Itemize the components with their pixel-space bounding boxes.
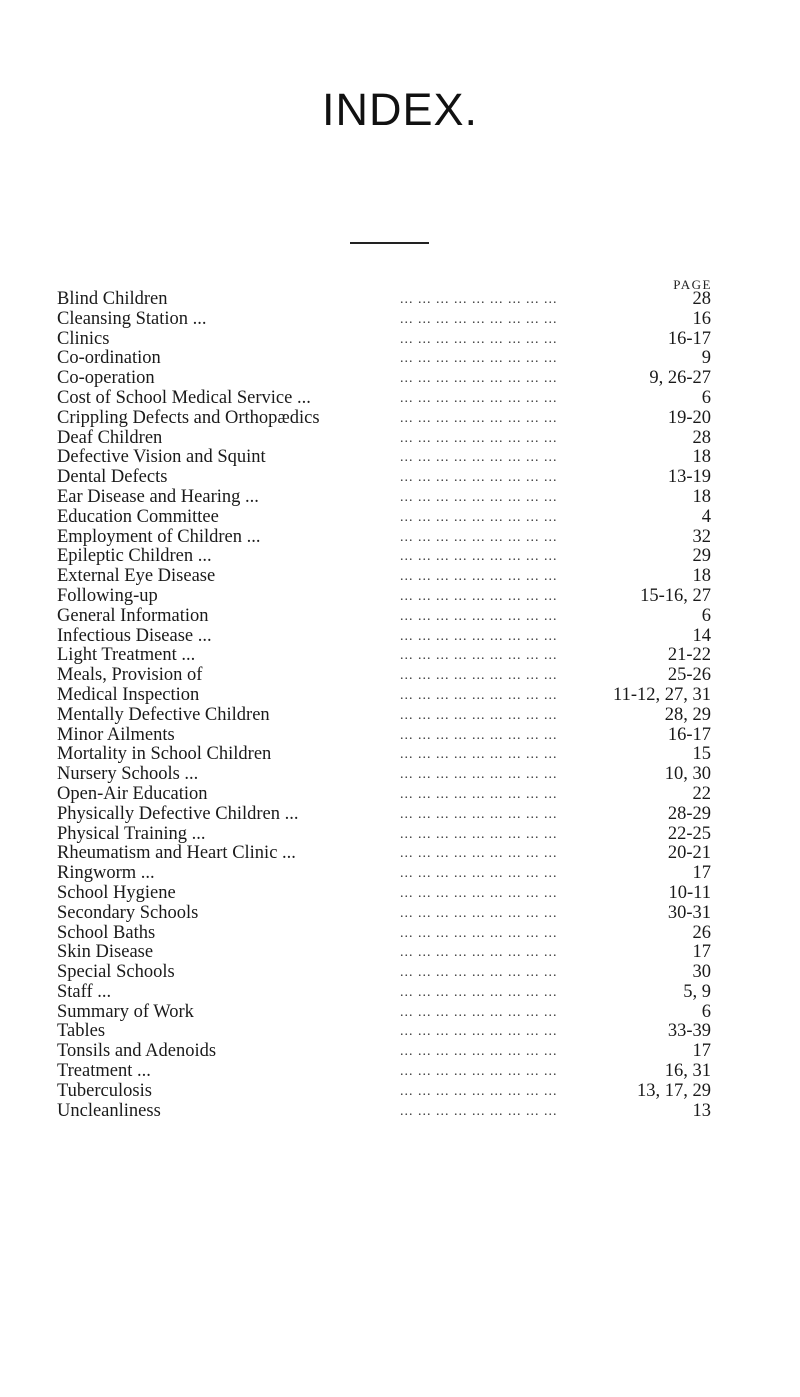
index-entry	[0, 508, 800, 528]
index-term: Defective Vision and Squint	[57, 447, 266, 468]
dot-leaders: ... ... ... ... ... ... ... ... ...	[400, 569, 558, 585]
index-page-ref: 30-31	[667, 902, 711, 923]
index-page-ref: 28	[692, 289, 711, 309]
index-page-ref: 30	[692, 962, 711, 983]
index-term: School Hygiene	[57, 882, 176, 903]
index-entry	[0, 1062, 800, 1082]
index-page-ref: 21-22	[667, 645, 711, 666]
index-term: Co-operation	[57, 368, 155, 389]
index-term: Light Treatment ...	[57, 645, 196, 666]
dot-leaders: ... ... ... ... ... ... ... ... ...	[400, 410, 558, 426]
dot-leaders: ... ... ... ... ... ... ... ... ...	[400, 668, 558, 684]
index-page-ref: 33-39	[667, 1021, 711, 1042]
index-term: Employment of Children ...	[57, 526, 261, 547]
index-page-ref: 18	[692, 566, 711, 587]
dot-leaders: ... ... ... ... ... ... ... ... ...	[400, 1064, 558, 1080]
index-entry	[0, 1102, 800, 1122]
index-term: School Baths	[57, 922, 156, 943]
index-entry	[0, 706, 800, 726]
dot-leaders: ... ... ... ... ... ... ... ... ...	[400, 866, 558, 882]
index-term: Rheumatism and Heart Clinic ...	[57, 843, 296, 864]
index-entry	[0, 547, 800, 567]
dot-leaders: ... ... ... ... ... ... ... ... ...	[400, 588, 558, 604]
index-entry	[0, 666, 800, 686]
index-entry	[0, 1022, 800, 1042]
dot-leaders: ... ... ... ... ... ... ... ... ...	[400, 509, 558, 525]
index-term: Physical Training ...	[57, 823, 206, 844]
index-term: Crippling Defects and Orthopædics	[57, 407, 320, 428]
dot-leaders: ... ... ... ... ... ... ... ... ...	[400, 925, 558, 941]
index-page-ref: 19-20	[667, 407, 711, 428]
index-entry	[0, 310, 800, 330]
index-page-ref: 9	[701, 348, 711, 369]
index-term: Deaf Children	[57, 427, 163, 448]
index-entry	[0, 1003, 800, 1023]
index-term: Staff ...	[57, 981, 112, 1002]
dot-leaders: ... ... ... ... ... ... ... ... ...	[400, 648, 558, 664]
index-term: Dental Defects	[57, 467, 168, 488]
index-page-ref: 15-16, 27	[640, 585, 711, 606]
index-entry	[0, 686, 800, 706]
index-page-ref: 16-17	[667, 724, 711, 745]
dot-leaders: ... ... ... ... ... ... ... ... ...	[400, 707, 558, 723]
index-term: Tuberculosis	[57, 1080, 152, 1101]
dot-leaders: ... ... ... ... ... ... ... ... ...	[400, 1044, 558, 1060]
index-term: Cleansing Station ...	[57, 308, 207, 329]
dot-leaders: ... ... ... ... ... ... ... ... ...	[400, 905, 558, 921]
index-list	[0, 290, 800, 1121]
index-term: Minor Ailments	[57, 724, 175, 745]
index-entry	[0, 567, 800, 587]
index-term: Secondary Schools	[57, 902, 199, 923]
dot-leaders: ... ... ... ... ... ... ... ... ...	[400, 331, 558, 347]
index-page-ref: 28	[692, 427, 711, 448]
index-entry	[0, 904, 800, 924]
index-page-ref: 6	[701, 1001, 711, 1022]
index-page-ref: 5, 9	[683, 981, 711, 1002]
dot-leaders: ... ... ... ... ... ... ... ... ...	[400, 984, 558, 1000]
index-page-ref: 32	[692, 526, 711, 547]
index-entry	[0, 765, 800, 785]
index-entry	[0, 528, 800, 548]
page-title: INDEX.	[321, 84, 479, 135]
dot-leaders: ... ... ... ... ... ... ... ... ...	[400, 727, 558, 743]
index-term: Mortality in School Children	[57, 744, 272, 765]
index-term: Skin Disease	[57, 942, 154, 963]
index-entry	[0, 587, 800, 607]
index-term: Meals, Provision of	[57, 665, 203, 686]
index-page-ref: 18	[692, 447, 711, 468]
index-page-ref: 22	[692, 783, 711, 804]
dot-leaders: ... ... ... ... ... ... ... ... ...	[400, 390, 558, 406]
index-page-ref: 20-21	[667, 843, 711, 864]
index-entry	[0, 488, 800, 508]
index-page-ref: 15	[692, 744, 711, 765]
index-entry	[0, 627, 800, 647]
index-term: General Information	[57, 605, 209, 626]
dot-leaders: ... ... ... ... ... ... ... ... ...	[400, 549, 558, 565]
index-entry	[0, 607, 800, 627]
index-term: Blind Children	[57, 289, 168, 309]
index-page-ref: 11-12, 27, 31	[613, 684, 711, 705]
index-entry	[0, 844, 800, 864]
index-entry	[0, 369, 800, 389]
index-entry	[0, 1082, 800, 1102]
dot-leaders: ... ... ... ... ... ... ... ... ...	[400, 351, 558, 367]
index-page-ref: 4	[701, 506, 711, 527]
dot-leaders: ... ... ... ... ... ... ... ... ...	[400, 430, 558, 446]
index-page-ref: 26	[692, 922, 711, 943]
index-page-ref: 13-19	[667, 467, 711, 488]
dot-leaders: ... ... ... ... ... ... ... ... ...	[400, 965, 558, 981]
dot-leaders: ... ... ... ... ... ... ... ... ...	[400, 1083, 558, 1099]
index-page-ref: 25-26	[667, 665, 711, 686]
dot-leaders: ... ... ... ... ... ... ... ... ...	[400, 1024, 558, 1040]
index-page-ref: 16-17	[667, 328, 711, 349]
dot-leaders: ... ... ... ... ... ... ... ... ...	[400, 489, 558, 505]
index-term: Open-Air Education	[57, 783, 208, 804]
index-term: Medical Inspection	[57, 684, 200, 705]
index-term: Special Schools	[57, 962, 175, 983]
dot-leaders: ... ... ... ... ... ... ... ... ...	[400, 747, 558, 763]
index-entry	[0, 389, 800, 409]
index-page-ref: 16	[692, 308, 711, 329]
index-page-ref: 13	[692, 1100, 711, 1121]
index-term: Summary of Work	[57, 1001, 194, 1022]
dot-leaders: ... ... ... ... ... ... ... ... ...	[400, 628, 558, 644]
index-page-ref: 10, 30	[664, 764, 711, 785]
index-term: Tonsils and Adenoids	[57, 1041, 217, 1062]
dot-leaders: ... ... ... ... ... ... ... ... ...	[400, 687, 558, 703]
index-page-ref: 16, 31	[664, 1061, 711, 1082]
index-term: Infectious Disease ...	[57, 625, 212, 646]
index-term: Uncleanliness	[57, 1100, 161, 1121]
index-term: External Eye Disease	[57, 566, 216, 587]
dot-leaders: ... ... ... ... ... ... ... ... ...	[400, 470, 558, 486]
dot-leaders: ... ... ... ... ... ... ... ... ...	[400, 529, 558, 545]
index-page-ref: 17	[692, 1041, 711, 1062]
index-entry	[0, 805, 800, 825]
index-entry	[0, 448, 800, 468]
index-term: Tables	[57, 1021, 106, 1042]
index-page-ref: 28-29	[667, 803, 711, 824]
index-term: Cost of School Medical Service ...	[57, 387, 311, 408]
dot-leaders: ... ... ... ... ... ... ... ... ...	[400, 1103, 558, 1119]
dot-leaders: ... ... ... ... ... ... ... ... ...	[400, 292, 558, 307]
dot-leaders: ... ... ... ... ... ... ... ... ...	[400, 1004, 558, 1020]
index-entry	[0, 864, 800, 884]
index-page-ref: 17	[692, 942, 711, 963]
index-entry	[0, 429, 800, 449]
dot-leaders: ... ... ... ... ... ... ... ... ...	[400, 945, 558, 961]
index-term: Treatment ...	[57, 1061, 151, 1082]
index-entry	[0, 924, 800, 944]
index-page-ref: 29	[692, 546, 711, 567]
index-entry	[0, 290, 800, 310]
index-entry	[0, 785, 800, 805]
index-entry	[0, 330, 800, 350]
index-page-ref: 6	[701, 605, 711, 626]
index-entry	[0, 726, 800, 746]
index-page-ref: 9, 26-27	[649, 368, 711, 389]
index-page-ref: 14	[692, 625, 711, 646]
index-page-ref: 17	[692, 863, 711, 884]
index-term: Education Committee	[57, 506, 219, 527]
index-page-ref: 13, 17, 29	[637, 1080, 711, 1101]
dot-leaders: ... ... ... ... ... ... ... ... ...	[400, 371, 558, 387]
index-page-ref: 10-11	[668, 882, 711, 903]
dot-leaders: ... ... ... ... ... ... ... ... ...	[400, 885, 558, 901]
dot-leaders: ... ... ... ... ... ... ... ... ...	[400, 767, 558, 783]
index-term: Following-up	[57, 585, 158, 606]
index-term: Physically Defective Children ...	[57, 803, 299, 824]
index-entry	[0, 963, 800, 983]
index-entry	[0, 1042, 800, 1062]
index-entry	[0, 745, 800, 765]
index-term: Clinics	[57, 328, 110, 349]
index-page-ref: 28, 29	[664, 704, 711, 725]
index-term: Co-ordination	[57, 348, 161, 369]
index-entry	[0, 468, 800, 488]
dot-leaders: ... ... ... ... ... ... ... ... ...	[400, 608, 558, 624]
index-entry	[0, 409, 800, 429]
dot-leaders: ... ... ... ... ... ... ... ... ...	[400, 846, 558, 862]
index-term: Mentally Defective Children	[57, 704, 270, 725]
title-divider	[350, 242, 429, 244]
index-term: Epileptic Children ...	[57, 546, 212, 567]
dot-leaders: ... ... ... ... ... ... ... ... ...	[400, 450, 558, 466]
index-entry	[0, 983, 800, 1003]
index-term: Ringworm ...	[57, 863, 155, 884]
index-term: Ear Disease and Hearing ...	[57, 486, 259, 507]
dot-leaders: ... ... ... ... ... ... ... ... ...	[400, 311, 558, 327]
index-entry	[0, 825, 800, 845]
index-entry	[0, 349, 800, 369]
dot-leaders: ... ... ... ... ... ... ... ... ...	[400, 806, 558, 822]
index-page-ref: 18	[692, 486, 711, 507]
index-page-ref: 6	[701, 387, 711, 408]
index-entry	[0, 884, 800, 904]
index-entry	[0, 646, 800, 666]
dot-leaders: ... ... ... ... ... ... ... ... ...	[400, 786, 558, 802]
dot-leaders: ... ... ... ... ... ... ... ... ...	[400, 826, 558, 842]
index-page-ref: 22-25	[667, 823, 711, 844]
index-term: Nursery Schools ...	[57, 764, 199, 785]
index-entry	[0, 943, 800, 963]
page-column-header: PAGE	[673, 277, 712, 292]
